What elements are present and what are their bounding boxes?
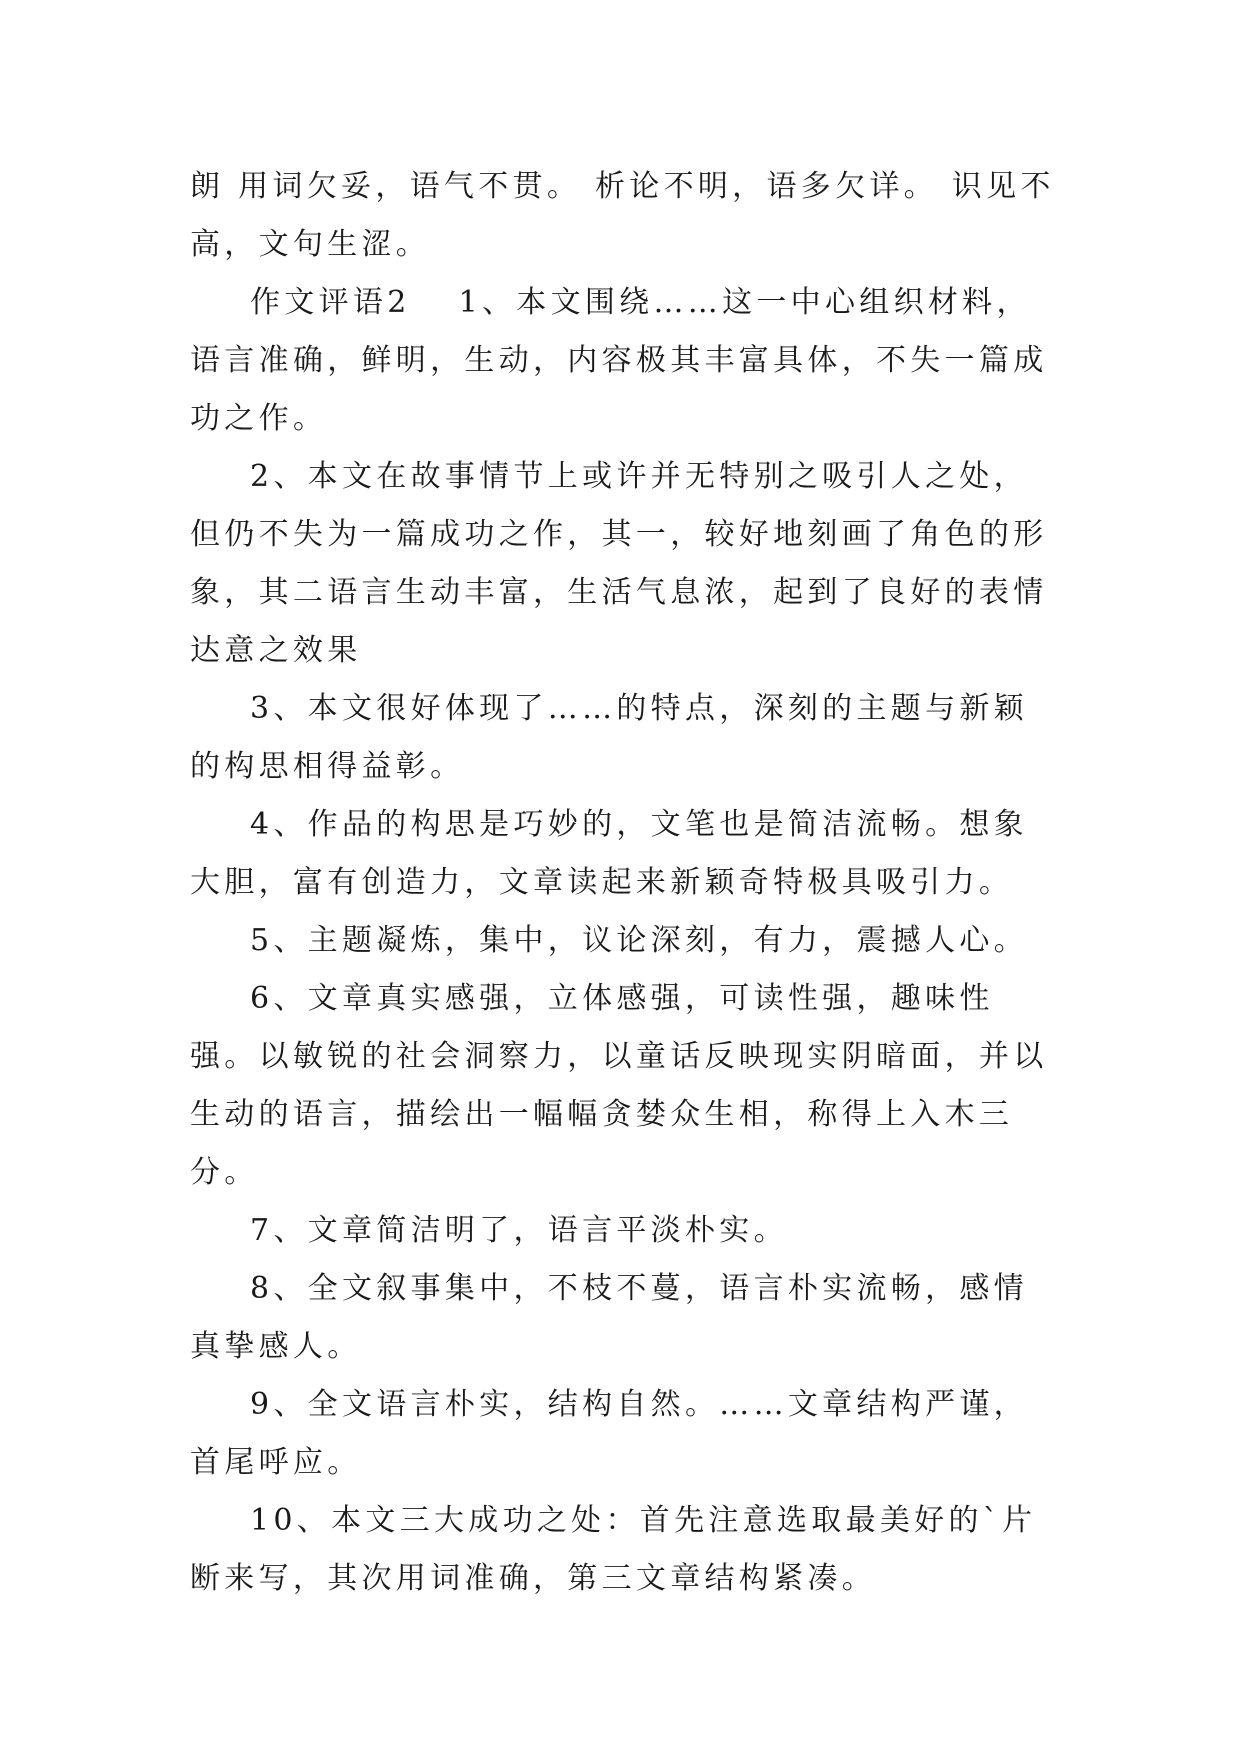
comment-2: 2、本文在故事情节上或许并无特别之吸引人之处，但仍不失为一篇成功之作，其一，较好地刻画了角色的形象，其二语言生动丰富，生活气息浓，起到了良好的表情达意之效果: [190, 459, 1048, 668]
paragraph-1: [190, 274, 1056, 448]
paragraph-0: 朗 用词欠妥，语气不贯。 析论不明，语多欠详。 识见不高，文句生涩。: [190, 169, 1055, 262]
comment-1: 1、本文围绕……这一中心组织材料，语言准确，鲜明，生动，内容极其丰富具体，不失一篇成功之作。: [190, 285, 1048, 436]
comment-9: 9、全文语言朴实，结构自然。……文章结构严谨，首尾呼应。: [190, 1387, 1028, 1480]
comment-5: 5、主题凝炼，集中，议论深刻，有力，震撼人心。: [250, 923, 1028, 958]
comment-10: 10、本文三大成功之处：首先注意选取最美好的`片断来写，其次用词准确，第三文章结构紧凑。: [190, 1503, 1037, 1596]
comment-8: 8、全文叙事集中，不枝不蔓，语言朴实流畅，感情真挚感人。: [190, 1271, 1028, 1364]
comment-3: 3、本文很好体现了……的特点，深刻的主题与新颖的构思相得益彰。: [190, 691, 1028, 784]
comment-6: 6、文章真实感强，立体感强，可读性强，趣味性强。以敏锐的社会洞察力，以童话反映现实阴暗面，并以生动的语言，描绘出一幅幅贪婪众生相，称得上入木三分。: [190, 981, 1048, 1190]
section-heading: 作文评语2: [250, 285, 411, 320]
comment-4: 4、作品的构思是巧妙的，文笔也是简洁流畅。想象大胆，富有创造力，文章读起来新颖奇特极具吸引力。: [190, 807, 1028, 900]
document-body: [190, 158, 1056, 1608]
comment-7: 7、文章简洁明了，语言平淡朴实。: [250, 1213, 788, 1248]
